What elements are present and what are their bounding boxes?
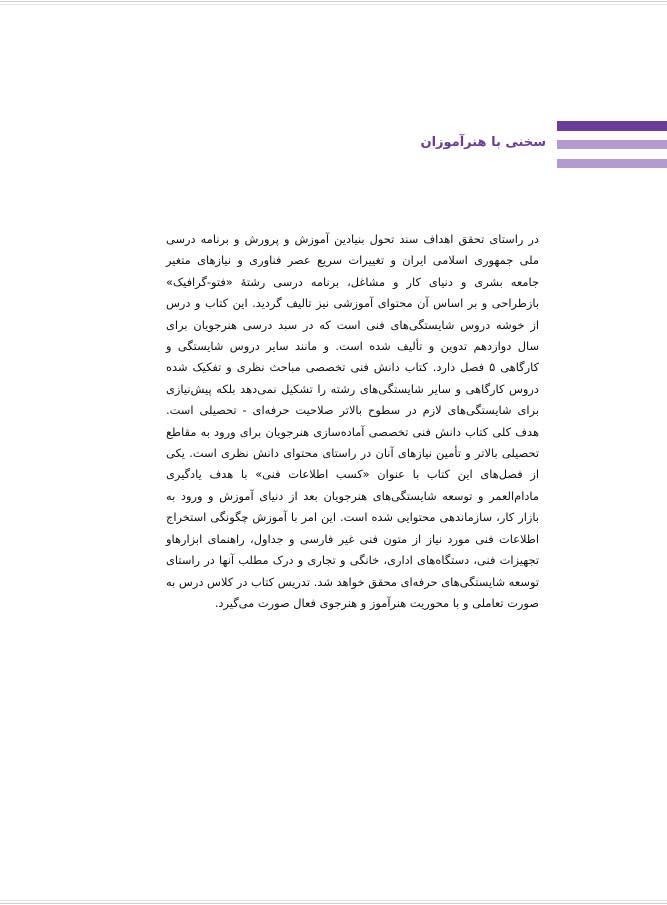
top-border-line [0,4,667,5]
decorative-stripe-light [557,159,667,168]
page-top-border [0,0,667,6]
bottom-border-line [0,903,667,904]
bottom-border-line [0,900,667,901]
section-heading: سخنی با هنرآموزان [420,135,546,150]
page-bottom-border [0,899,667,905]
top-border-line [0,1,667,2]
decorative-stripe-dark [557,121,667,131]
body-paragraph: در راستای تحقق اهداف سند تحول بنیادین آموزش و پرورش و برنامه درسی ملی جمهوری اسلامی ایران و تغییرات سریع عصر فناوری و نیازهای متغیر جامعه بشری و دنیای کار و مشاغل، برنامه درسی رشتهٔ «فتو-گرافیک» بازطراحی و بر اساس آن محتوای آموزشی نیز تالیف گردید. این کتاب و درس از خوشه دروس شایستگی‌های فنی است که در سبد درسی هنرجویان برای سال دوازدهم تدوین و تألیف شده است. و مانند سایر دروس شایستگی و کارگاهی ۵ فصل دارد. کتاب دانش فنی تخصصی مباحث نظری و تفکیک شده دروس کارگاهی و سایر شایستگی‌های رشته را تشکیل نمی‌دهد بلکه پیش‌نیازی برای شایستگی‌های لازم در سطوح بالاتر صلاحیت حرفه‌ای - تحصیلی است. هدف کلی کتاب دانش فنی تخصصی آماده‌سازی هنرجویان برای ورود به مقاطع تحصیلی بالاتر و تأمین نیازهای آنان در راستای محتوای دانش نظری است. یکی از فصل‌های این کتاب با عنوان «کسب اطلاعات فنی» با هدف یادگیری مادام‌العمر و توسعه شایستگی‌های هنرجویان بعد از دنیای آموزش و ورود به بازار کار، سازماندهی محتوایی شده است. این امر با آموزش چگونگی استخراج اطلاعات فنی مورد نیاز از متون فنی غیر فارسی و جداول، راهنمای ابزارهاو تجهیزات فنی، دستگاه‌های اداری، خانگی و تجاری و درک مطلب آنها در راستای توسعه شایستگی‌های حرفه‌ای محقق خواهد شد. تدریس کتاب در کلاس درس به صورت تعاملی و با محوریت هنرآموز و هنرجوی فعال صورت می‌گیرد. [166,232,539,610]
decorative-stripe-light [557,140,667,149]
